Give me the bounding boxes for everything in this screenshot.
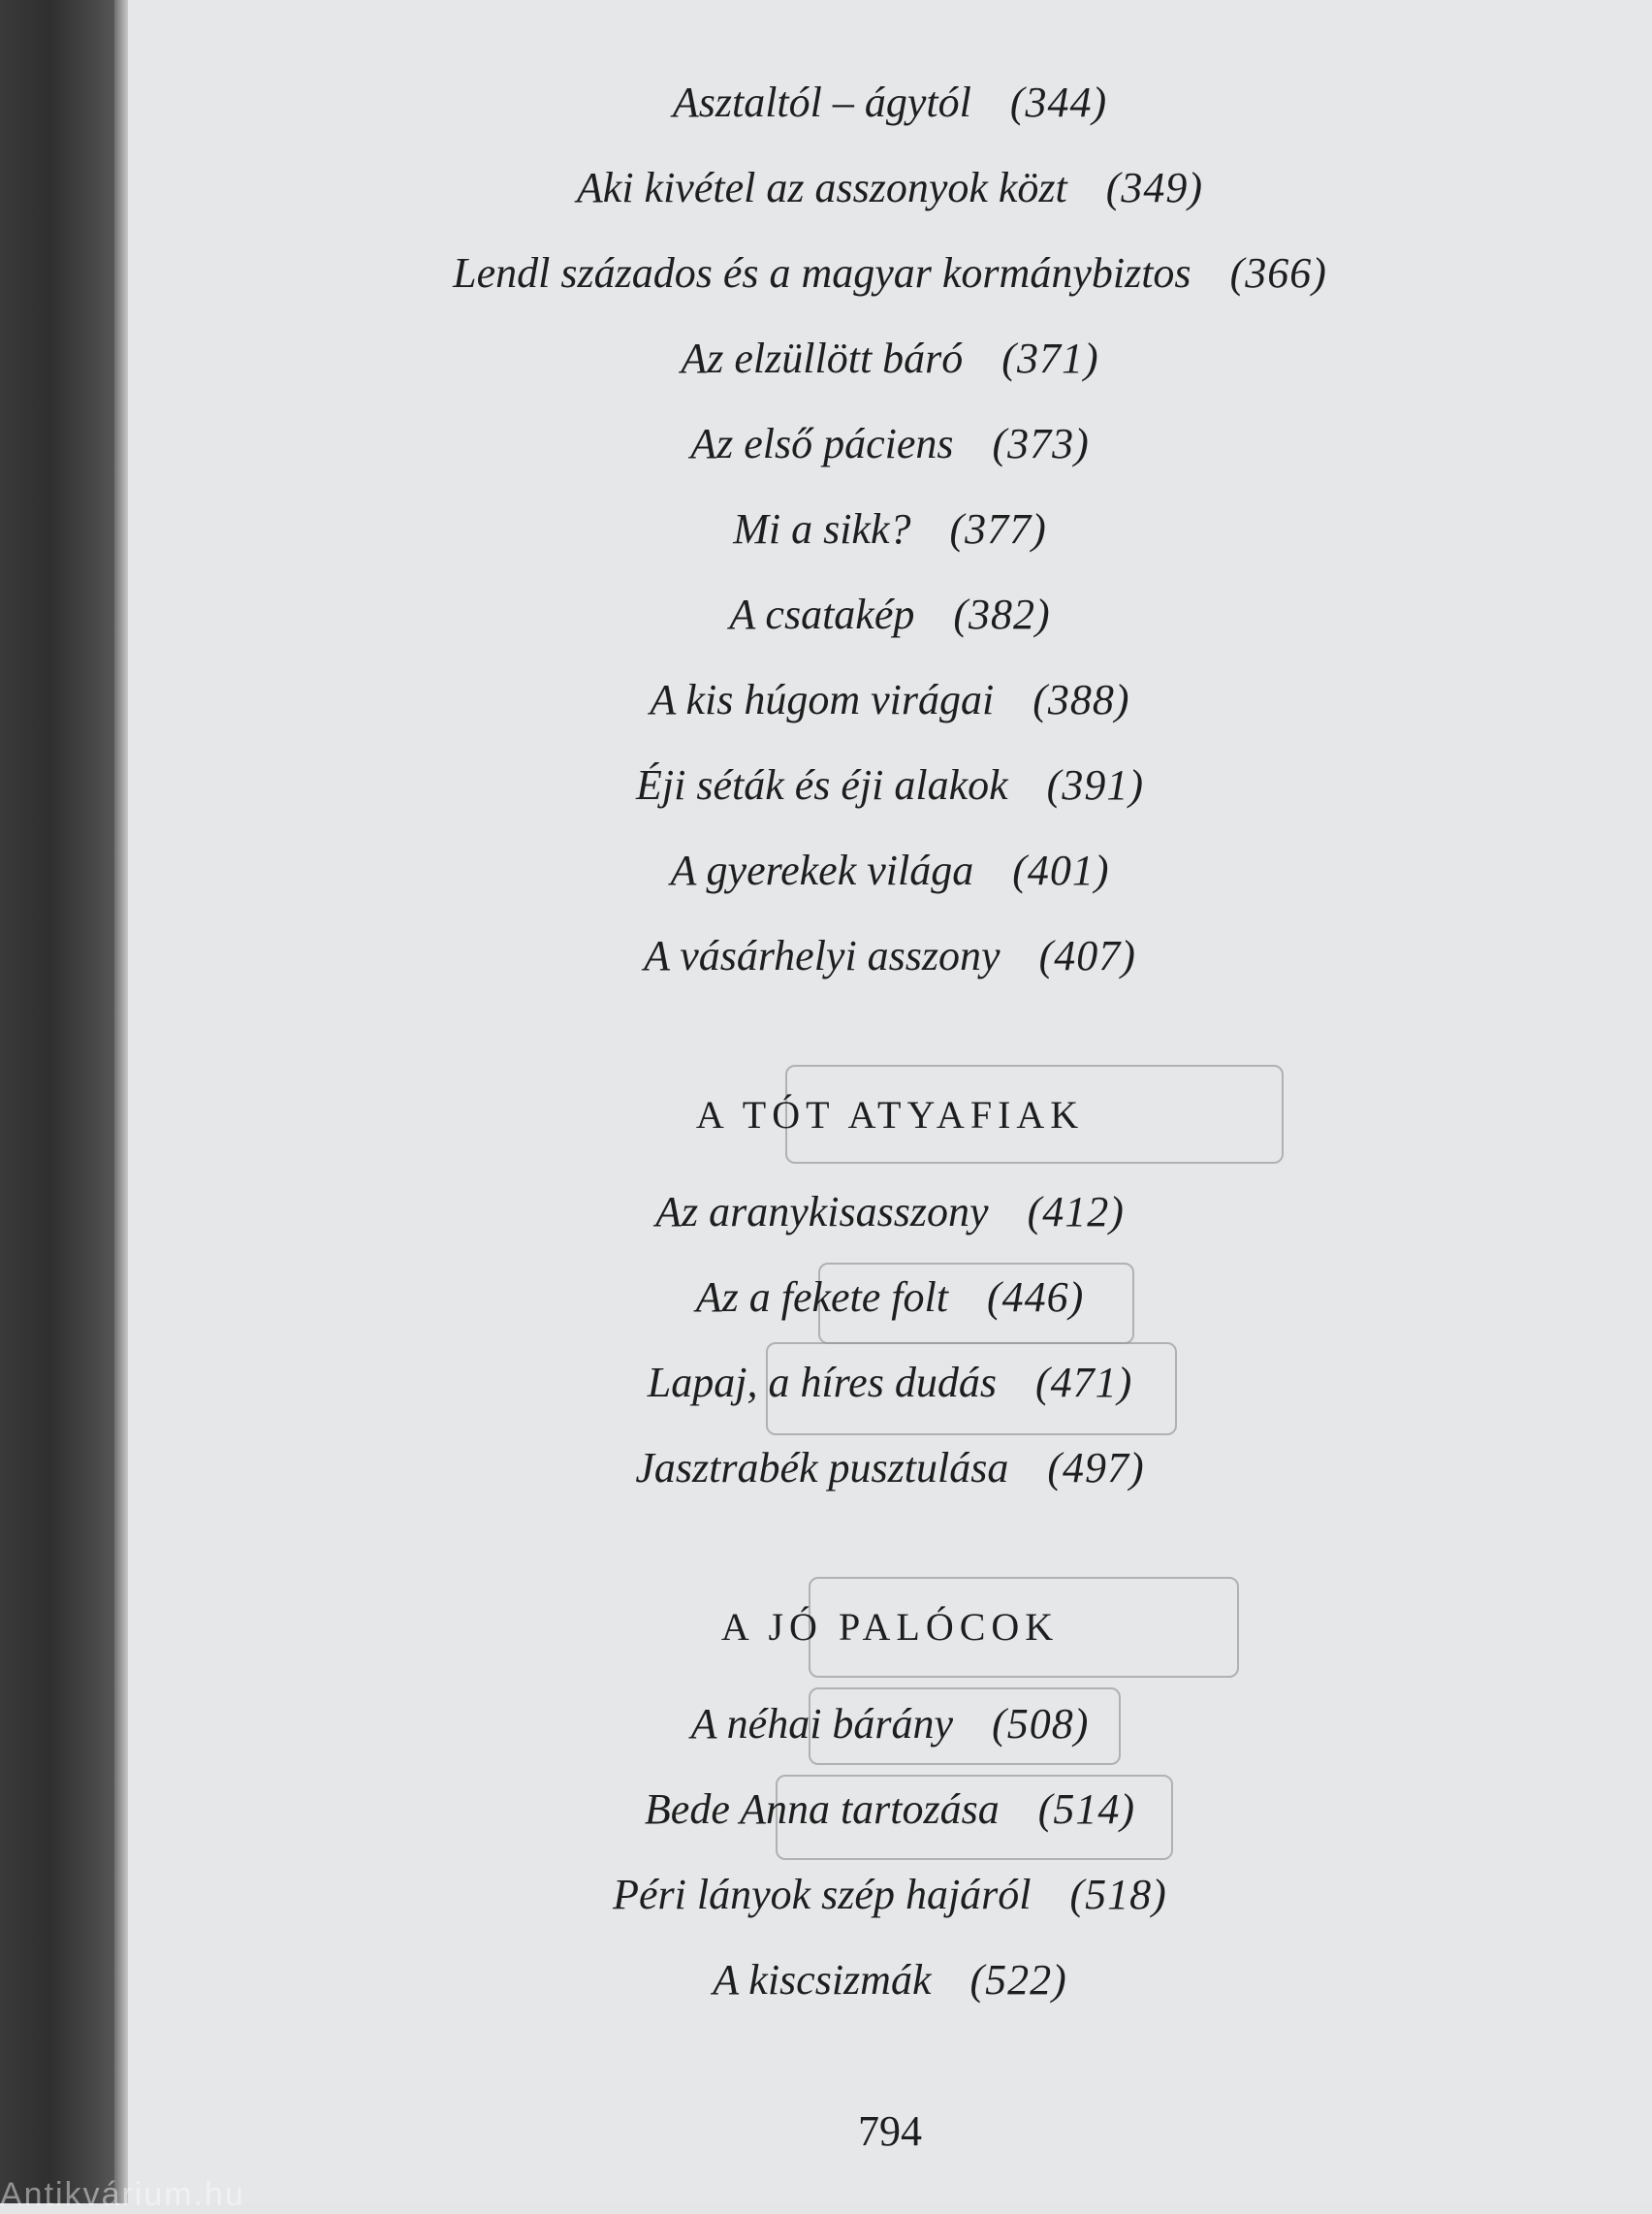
toc-entry	[128, 1443, 1652, 1492]
toc-entry	[128, 675, 1652, 724]
toc-entry	[128, 1272, 1652, 1322]
section-heading-tot: A TÓT ATYAFIAK	[695, 1093, 1085, 1137]
toc-entry-page: (412)	[1027, 1188, 1125, 1235]
toc-entry-page: (391)	[1046, 761, 1144, 809]
toc-entry-page: (371)	[1001, 335, 1099, 382]
toc-entry-title: A vásárhelyi asszony	[644, 932, 1001, 979]
toc-entry-title: Az aranykisasszony	[655, 1188, 989, 1235]
toc-entry-page: (373)	[992, 420, 1090, 467]
page-number: 794	[858, 2107, 922, 2155]
section-heading-palocok: A JÓ PALÓCOK	[720, 1605, 1060, 1649]
toc-entry-title: Aki kivétel az asszonyok közt	[576, 164, 1067, 211]
toc-entry	[128, 1699, 1652, 1749]
toc-entry-title: Az első páciens	[690, 420, 954, 467]
toc-entry-title: A csatakép	[729, 591, 915, 638]
toc-entry-title: Az elzüllött báró	[681, 335, 964, 382]
toc-entry	[128, 1187, 1652, 1236]
toc-entry-page: (407)	[1038, 932, 1136, 979]
toc-entry-title: Éji séták és éji alakok	[636, 761, 1008, 809]
toc-entry	[128, 846, 1652, 895]
toc-entry-page: (446)	[986, 1273, 1085, 1321]
toc-entry	[128, 1955, 1652, 2005]
toc-entry	[128, 334, 1652, 383]
toc-entry	[128, 1784, 1652, 1834]
toc-entry-title: A kiscsizmák	[713, 1956, 932, 2004]
toc-entry-page: (349)	[1105, 164, 1204, 211]
toc-entry-page: (401)	[1012, 847, 1110, 894]
toc-entry-title: Mi a sikk?	[733, 505, 911, 553]
toc-entry	[128, 504, 1652, 554]
toc-entry-title: Az a fekete folt	[695, 1273, 948, 1321]
toc-entry-page: (366)	[1229, 249, 1327, 297]
toc-entry-title: Bede Anna tartozása	[644, 1785, 1000, 1833]
book-page	[128, 0, 1652, 2203]
page-edge	[114, 0, 128, 2203]
toc-entry-title: A gyerekek világa	[670, 847, 974, 894]
toc-entry	[128, 163, 1652, 212]
watermark: Antikvárium.hu	[0, 2176, 245, 2213]
toc-entry-page: (522)	[969, 1956, 1067, 2004]
toc-entry-title: Asztaltól – ágytól	[672, 79, 971, 126]
toc-entry-page: (514)	[1037, 1785, 1136, 1833]
toc-entry-title: Lapaj, a híres dudás	[647, 1359, 997, 1406]
toc-entry-page: (388)	[1032, 676, 1130, 723]
toc-entry-page: (497)	[1047, 1444, 1145, 1492]
toc-entry-title: A kis húgom virágai	[650, 676, 995, 723]
toc-entry	[128, 931, 1652, 980]
toc-entry	[128, 78, 1652, 127]
toc-entry	[128, 248, 1652, 298]
toc-entry-title: A néhai bárány	[690, 1700, 954, 1748]
toc-entry-title: Jasztrabék pusztulása	[635, 1444, 1009, 1492]
toc-entry	[128, 760, 1652, 810]
toc-entry-page: (471)	[1034, 1359, 1133, 1406]
book-binding-shadow	[0, 0, 124, 2203]
toc-entry	[128, 1358, 1652, 1407]
toc-entry	[128, 590, 1652, 639]
toc-entry-page: (508)	[992, 1700, 1090, 1748]
toc-entry-title: Lendl százados és a magyar kormánybiztos	[453, 249, 1191, 297]
toc-entry-title: Péri lányok szép hajáról	[613, 1871, 1032, 1918]
toc-entry-page: (344)	[1009, 79, 1108, 126]
toc-entry	[128, 419, 1652, 468]
toc-entry-page: (377)	[949, 505, 1047, 553]
toc-entry-page: (382)	[953, 591, 1051, 638]
toc-entry	[128, 1870, 1652, 1919]
toc-entry-page: (518)	[1069, 1871, 1167, 1918]
